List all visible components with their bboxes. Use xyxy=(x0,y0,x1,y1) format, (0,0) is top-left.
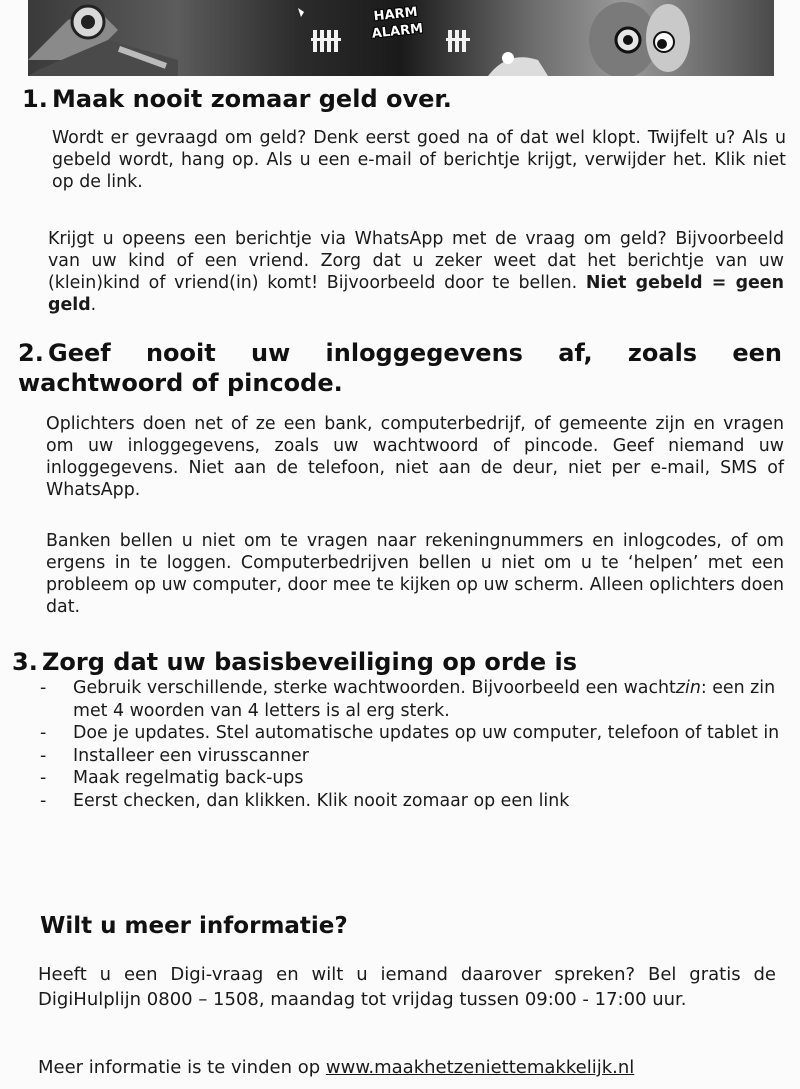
list-item xyxy=(40,722,784,745)
list-item-text-end: : een zin met 4 woorden van 4 letters is al erg sterk. xyxy=(73,678,776,721)
section-2-title: Geef nooit uw inloggegevens af, zoals een wachtwoord of pincode. xyxy=(18,339,782,397)
section-2-paragraph-1: Oplichters doen net of ze een bank, computerbedrijf, of gemeente zijn en vragen om uw inloggegevens, zoals uw wachtwoord of pincode. Geef niemand uw inloggegevens. Niet aan de telefoon, niet aan de deur, niet per e-mail, SMS of WhatsApp. xyxy=(46,414,784,500)
section-1-paragraph-2 xyxy=(48,228,784,316)
header-banner xyxy=(28,0,774,76)
section-2-paragraph-2: Banken bellen u niet om te vragen naar rekeningnummers en inlogcodes, of om ergens in te loggen. Computerbedrijven bellen u niet om u te ‘helpen’ met een probleem op uw computer, door mee te kijken op uw scherm. Alleen oplichters doen dat. xyxy=(46,531,784,617)
list-item xyxy=(40,745,784,768)
info-heading: Wilt u meer informatie? xyxy=(40,913,348,939)
bullet-dash: - xyxy=(40,678,47,698)
info-paragraph: Heeft u een Digi-vraag en wilt u iemand daarover spreken? Bel gratis de DigiHulplijn 0800 – 1508, maandag tot vrijdag tussen 09:00 - 17:00 uur. xyxy=(38,964,776,1010)
website-link[interactable]: www.maakhetzeniettemakkelijk.nl xyxy=(325,1057,635,1078)
list-item-text: Doe je updates. Stel automatische updates op uw computer, telefoon of tablet in xyxy=(73,723,780,743)
info-more-prefix: Meer informatie is te vinden op xyxy=(38,1057,326,1078)
section-1-emphasis: Niet gebeld = geen geld xyxy=(48,273,784,315)
section-3-heading xyxy=(12,647,577,677)
section-1-title: Maak nooit zomaar geld over. xyxy=(52,85,452,113)
list-item-italic: zin xyxy=(675,678,701,698)
list-item-text: Eerst checken, dan klikken. Klik nooit zomaar op een link xyxy=(73,790,570,811)
logo-line-1: HARM xyxy=(373,4,419,25)
security-checklist xyxy=(40,677,784,812)
bullet-dash: - xyxy=(40,745,47,766)
list-item xyxy=(40,767,784,790)
section-1-heading xyxy=(22,84,452,114)
bullet-dash: - xyxy=(40,768,47,788)
bullet-dash: - xyxy=(40,790,47,811)
section-2-number: 2. xyxy=(18,339,44,367)
section-1-paragraph-2-text: Krijgt u opeens een berichtje via WhatsApp met de vraag om geld? Bijvoorbeeld van uw kind of een vriend. Zorg dat u zeker weet dat het berichtje van uw (klein)kind of vriend(in) komt! Bijvoorbeeld door te bellen. xyxy=(48,229,784,293)
section-1-paragraph-1: Wordt er gevraagd om geld? Denk eerst goed na of dat wel klopt. Twijfelt u? Als u gebeld wordt, hang op. Als u een e-mail of berichtje krijgt, verwijder het. Klik niet op de link. xyxy=(52,128,786,192)
info-more xyxy=(38,1055,778,1080)
list-item xyxy=(40,677,784,722)
section-3-number: 3. xyxy=(12,648,38,676)
list-item-text: Gebruik verschillende, sterke wachtwoorden. Bijvoorbeeld een wacht xyxy=(73,678,676,698)
list-item xyxy=(40,790,784,813)
list-item-text: Maak regelmatig back-ups xyxy=(73,768,304,788)
bullet-dash: - xyxy=(40,723,47,743)
list-item-text: Installeer een virusscanner xyxy=(73,745,309,766)
logo-line-2: ALARM xyxy=(371,21,424,42)
section-1-emphasis-end: . xyxy=(90,295,97,315)
section-2-heading xyxy=(18,338,782,398)
section-3-title: Zorg dat uw basisbeveiliging op orde is xyxy=(42,648,578,676)
section-1-number: 1. xyxy=(22,85,48,113)
